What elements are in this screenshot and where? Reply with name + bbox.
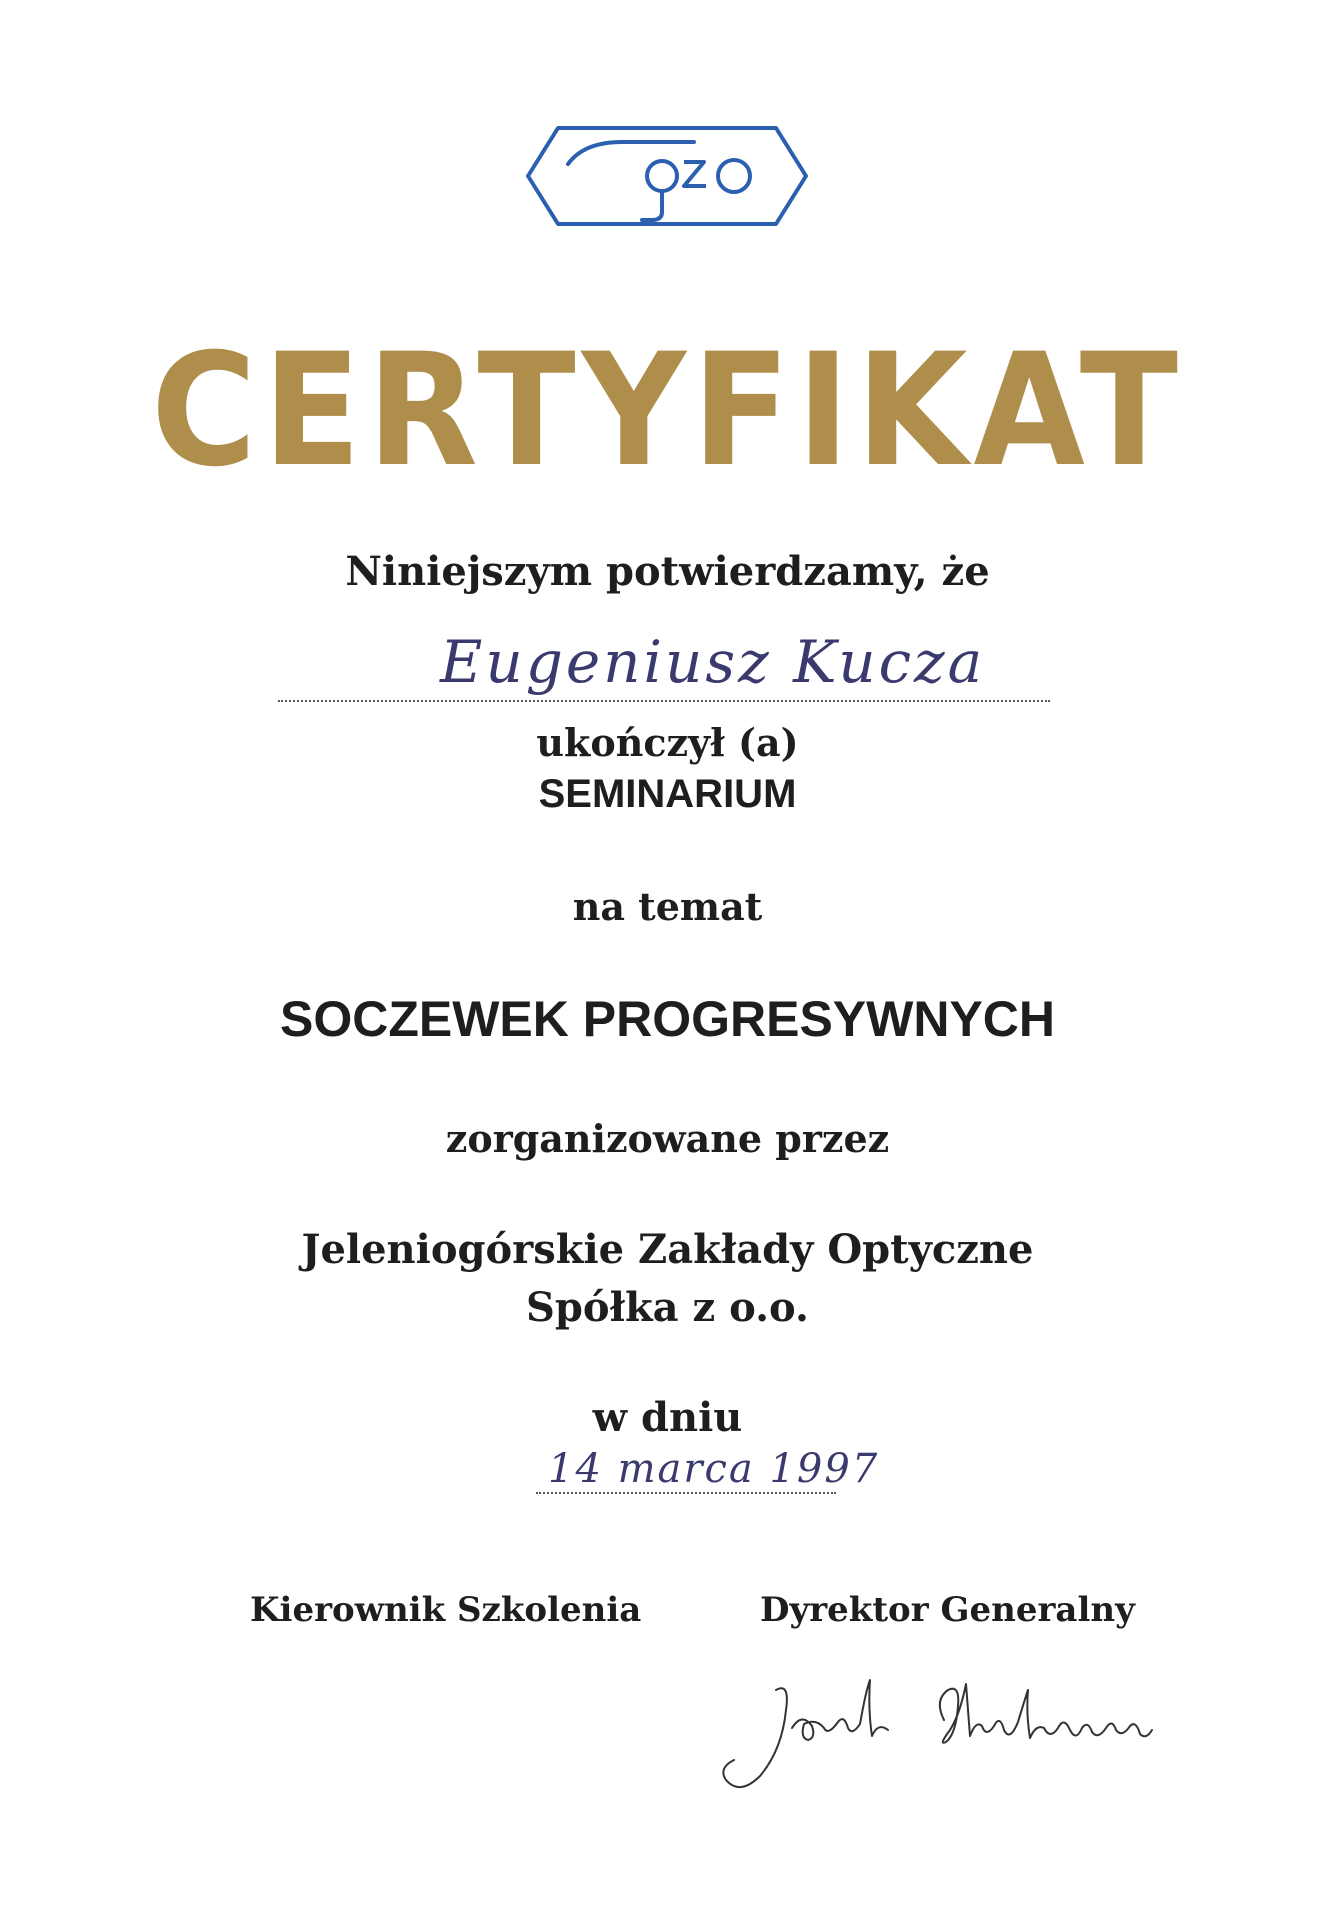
event-type: SEMINARIUM	[538, 772, 797, 816]
topic-title: SOCZEWEK PROGRESYWNYCH	[279, 991, 1056, 1047]
certificate-date: 14 marca 1997	[548, 1446, 880, 1492]
general-director-label: Dyrektor Generalny	[760, 1590, 1135, 1630]
topic-intro: na temat	[572, 884, 763, 929]
recipient-name-line	[278, 700, 1050, 702]
organizer-name: Jeleniogórskie Zakłady Optyczne	[301, 1226, 1034, 1273]
organized-by-text: zorganizowane przez	[445, 1116, 890, 1161]
recipient-name: Eugeniusz Kucza	[440, 628, 986, 696]
certificate-title: CERTYFIKAT	[151, 319, 1184, 501]
organizer-legal-form: Spółka z o.o.	[526, 1284, 809, 1331]
date-line	[536, 1492, 836, 1494]
jzo-logo-icon	[524, 120, 810, 232]
date-intro: w dniu	[592, 1394, 743, 1441]
training-manager-label: Kierownik Szkolenia	[250, 1590, 642, 1630]
completed-text: ukończył (a)	[536, 720, 799, 765]
intro-text: Niniejszym potwierdzamy, że	[345, 548, 990, 595]
general-director-signature	[720, 1650, 1200, 1800]
